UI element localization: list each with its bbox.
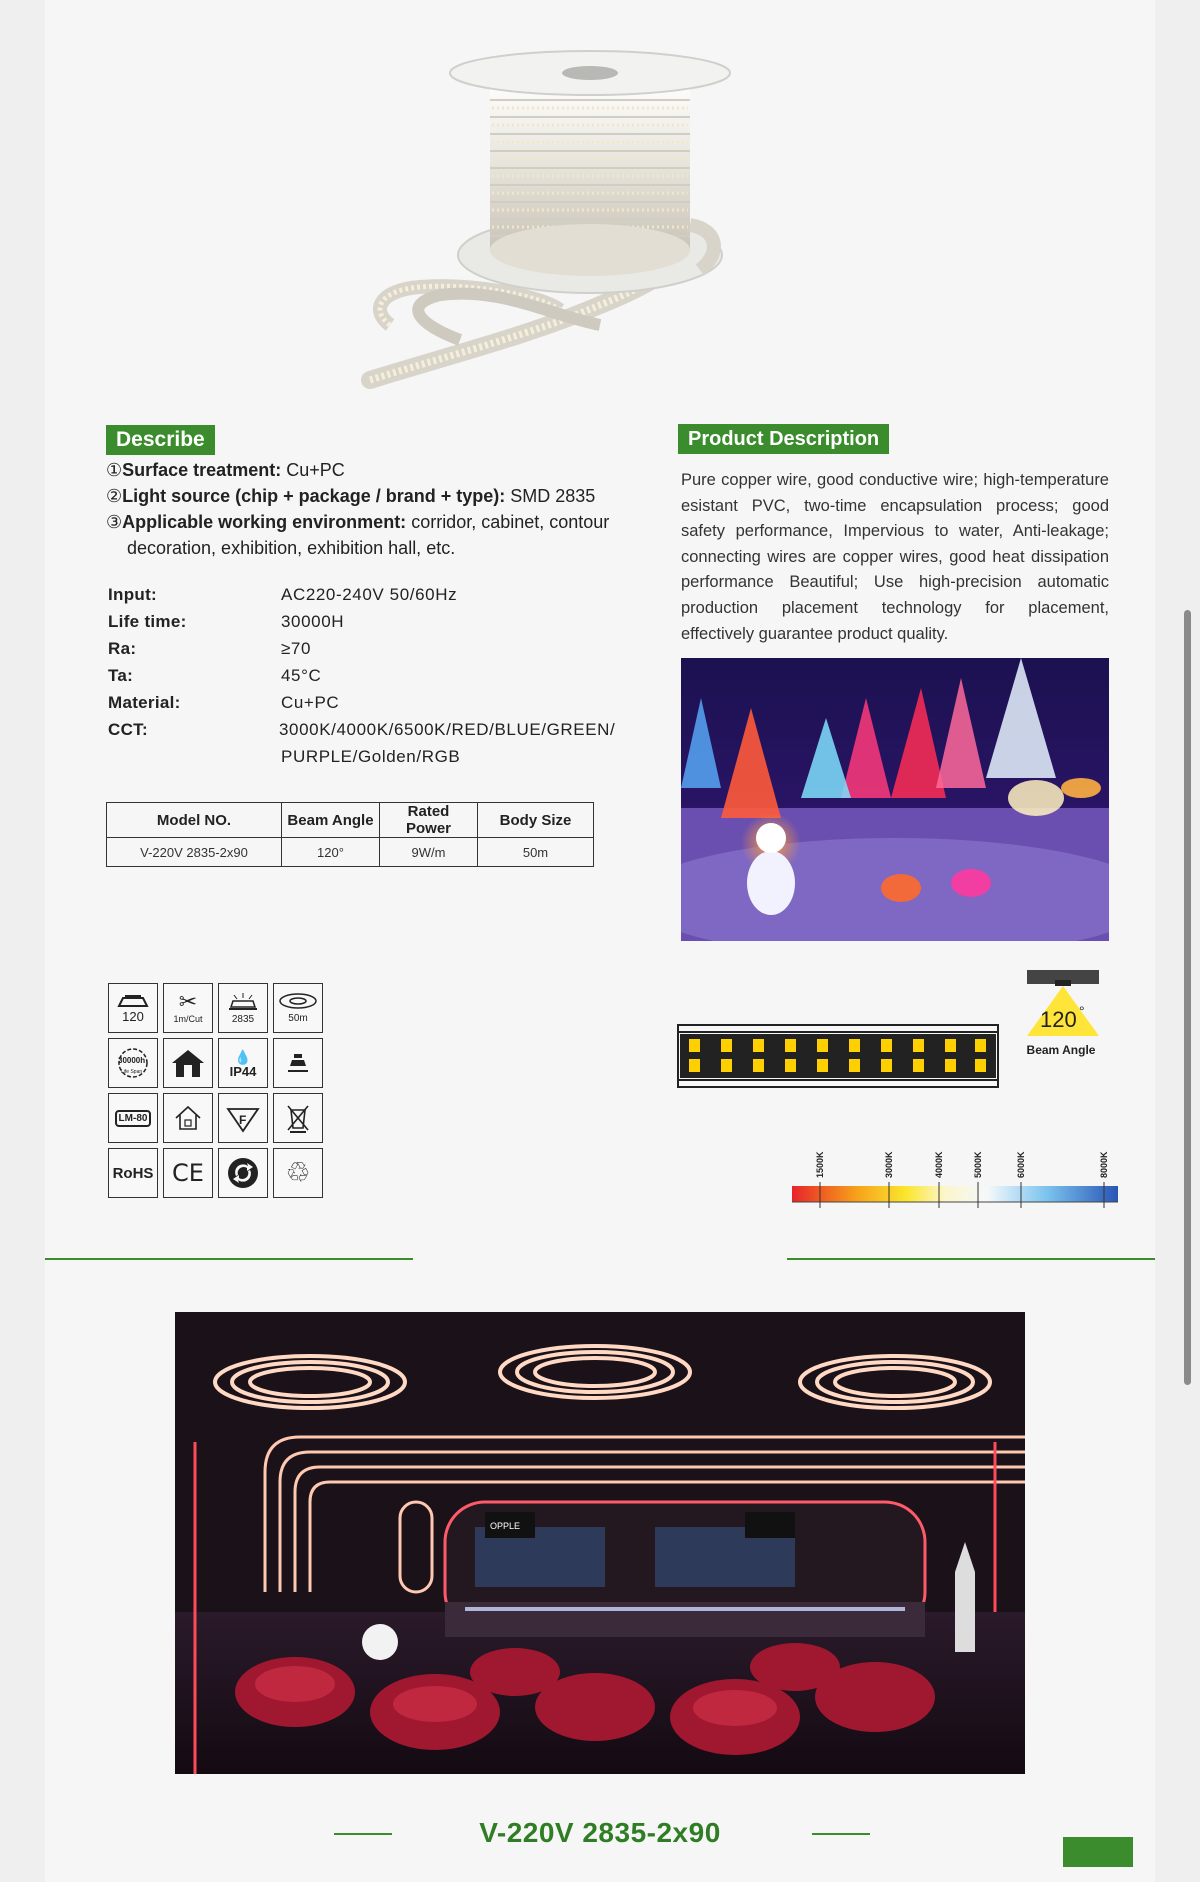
table-header-row xyxy=(107,803,594,838)
f-mark-icon xyxy=(218,1093,268,1143)
spec-row: CCT: 3000K/4000K/6500K/RED/BLUE/GREEN/ xyxy=(108,720,616,739)
cct-label: 3000K xyxy=(884,1151,894,1178)
describe-item: ③Applicable working environment: corridor, cabinet, contour xyxy=(106,512,610,532)
table-cell: 120° xyxy=(282,838,380,867)
describe-list xyxy=(106,457,609,561)
spec-row: Ra: ≥70 xyxy=(108,639,312,658)
svg-text:F: F xyxy=(239,1113,247,1127)
table-cell: 9W/m xyxy=(380,838,478,867)
cct-label: 4000K xyxy=(934,1151,944,1178)
cct-label: 6000K xyxy=(1016,1151,1026,1178)
house-outline-icon xyxy=(163,1093,213,1143)
ip44-waterproof-icon: 💧 IP44 xyxy=(218,1038,268,1088)
bar-interior-photo xyxy=(175,1312,1025,1774)
cct-label: 8000K xyxy=(1099,1151,1109,1178)
cct-label: 5000K xyxy=(973,1151,983,1178)
ce-mark-icon: CE xyxy=(163,1148,213,1198)
table-row xyxy=(107,838,594,867)
scissors-icon: ✂ 1m/Cut xyxy=(163,983,213,1033)
product-description-badge: Product Description xyxy=(678,424,889,454)
product-description-text: Pure copper wire, good conductive wire; high-temperature esistant PVC, two-time encapsulation process; good safety performance, Impervious to water, Anti-leakage; connecting wires are copper wires, good heat dissipation performance Beautiful; Use high-precision automatic production placement technology for placement, effectively guarantee product quality. xyxy=(681,471,1109,643)
describe-item: ①Surface treatment: Cu+PC xyxy=(106,460,345,480)
describe-item: ②Light source (chip + package / brand + type): SMD 2835 xyxy=(106,486,596,506)
spec-row: Material: Cu+PC xyxy=(108,693,340,712)
lifespan-icon: 30000h Life Span xyxy=(108,1038,158,1088)
christmas-lights-photo xyxy=(681,658,1109,941)
chip-2835-icon: 2835 xyxy=(218,983,268,1033)
svg-text:OPPLE: OPPLE xyxy=(490,1521,521,1531)
beam-angle-label: Beam Angle xyxy=(1026,1043,1096,1057)
spec-list xyxy=(108,585,628,774)
scrollbar-thumb[interactable] xyxy=(1184,610,1191,1385)
recycle-icon: ♲ xyxy=(273,1148,323,1198)
footer-model-title: V-220V 2835-2x90 xyxy=(479,1817,721,1848)
section-divider-left xyxy=(45,1258,413,1260)
model-table xyxy=(106,802,594,867)
describe-item: decoration, exhibition, exhibition hall, etc. xyxy=(127,538,456,558)
led-chip-strip-diagram xyxy=(677,1024,999,1088)
spec-row: PURPLE/Golden/RGB xyxy=(281,747,461,766)
footer-green-block xyxy=(1063,1837,1133,1867)
beam-120-icon: 120 xyxy=(108,983,158,1033)
spec-row: Ta: 45°C xyxy=(108,666,322,685)
weee-bin-icon xyxy=(273,1093,323,1143)
section-divider-right xyxy=(787,1258,1155,1260)
beam-angle-illustration: 120 ° xyxy=(1027,970,1099,1045)
table-cell: V-220V 2835-2x90 xyxy=(107,838,282,867)
table-header: Beam Angle xyxy=(282,803,380,838)
spec-row: Input: AC220-240V 50/60Hz xyxy=(108,585,458,604)
spec-row: Life time: 30000H xyxy=(108,612,345,631)
cct-label: 1500K xyxy=(815,1151,825,1178)
indoor-house-icon xyxy=(163,1038,213,1088)
table-header: Model NO. xyxy=(107,803,282,838)
green-dot-recycle-icon xyxy=(218,1148,268,1198)
table-header: Rated Power xyxy=(380,803,478,838)
reel-length-icon: 50m xyxy=(273,983,323,1033)
table-header: Body Size xyxy=(478,803,594,838)
cct-color-bar xyxy=(790,1178,1120,1212)
describe-badge: Describe xyxy=(106,425,215,455)
ceiling-lamp-icon xyxy=(273,1038,323,1088)
rohs-icon: RoHS xyxy=(108,1148,158,1198)
lm80-badge-icon: LM-80 xyxy=(108,1093,158,1143)
table-cell: 50m xyxy=(478,838,594,867)
led-strip-reel-image xyxy=(360,25,860,395)
footer-rule-right xyxy=(812,1833,870,1835)
